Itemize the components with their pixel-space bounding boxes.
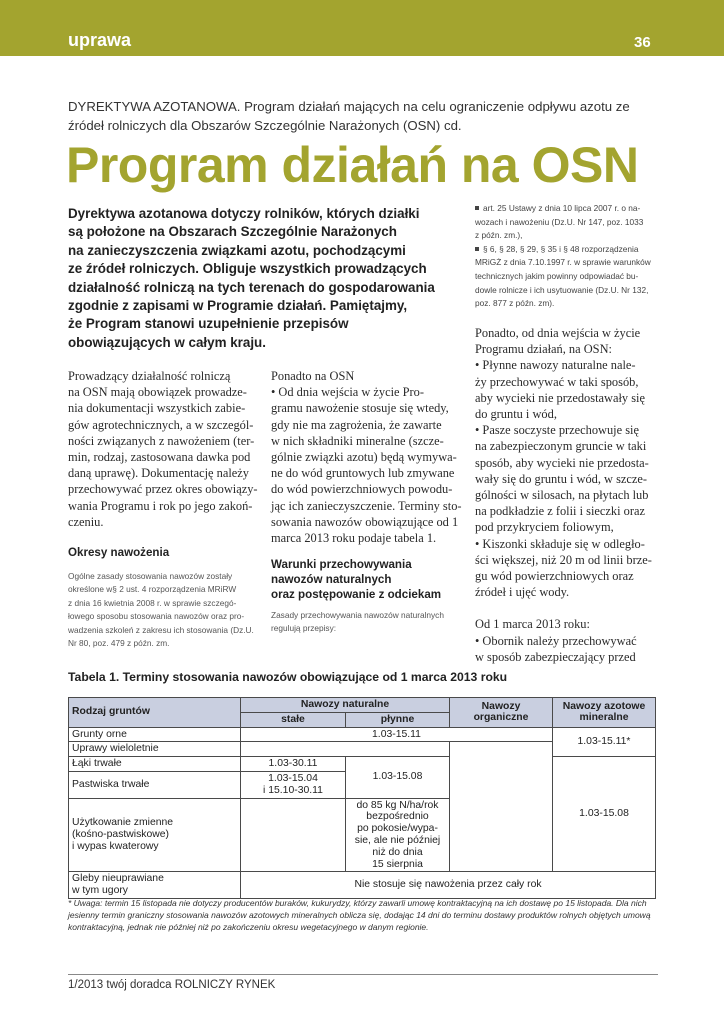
body-line: źródeł i ujęć wody. [475, 585, 570, 600]
body-line [475, 600, 661, 616]
body-line: w sposób zabezpieczający przed [475, 649, 636, 664]
value-cell: 1.03-15.11* [553, 727, 656, 757]
lead-paragraph [68, 205, 463, 352]
bullet-square-icon [475, 206, 479, 210]
page-title: Program działań na OSN [66, 137, 639, 193]
body-line: • Obornik należy przechowywać [475, 633, 637, 648]
lead-line: są położone na Obszarach Szczególnie Narażonych [68, 224, 397, 240]
page-number: 36 [634, 34, 651, 51]
ref-line: § 6, § 28, § 29, § 35 i § 48 rozporządzenia [475, 243, 661, 257]
body-line: sposób, aby wycieki nie przedosta- [475, 455, 649, 470]
ref-line: dowle rolnicze i ich usytuowanie (Dz.U. Nr 132, [475, 284, 649, 295]
header-solid: stałe [241, 712, 346, 727]
ref-line: technicznych jakim powinny odpowiadać bu- [475, 270, 639, 281]
table-title: Tabela 1. Terminy stosowania nawozów obowiązujące od 1 marca 2013 roku [68, 670, 508, 684]
ref-line: z późn. zm.), [475, 230, 523, 241]
body-line: aby wycieki nie przedostawały się [475, 390, 645, 405]
header-mineral-fertilizers: Nawozy azotowe mineralne [553, 698, 656, 728]
table-row [69, 872, 656, 899]
body-line: gólnie związki azotu) będą wymywa- [271, 450, 457, 465]
body-line: do wód powierzchniowych powodu- [271, 482, 453, 497]
note-line: z dnia 16 kwietnia 2008 r. w sprawie szczegó- [68, 597, 237, 608]
note-line: łowego sposobu stosowania nawozów oraz pro- [68, 611, 245, 622]
heading-storage-conditions: Warunki przechowywania nawozów naturalnych oraz postępowanie z odciekam [271, 558, 442, 601]
header-liquid: płynne [346, 712, 450, 727]
body-line: sowania nawozów obowiązujące od 1 [271, 514, 459, 529]
body-line: Ponadto, od dnia wejścia w życie [475, 326, 641, 340]
value-cell: 1.03-15.08 [346, 757, 450, 798]
note-line: Ogólne zasady stosowania nawozów zostały [68, 571, 233, 581]
body-line: Ponadto na OSN [271, 369, 355, 383]
body-line: czeniu. [68, 514, 104, 529]
body-line: marca 2013 roku podaje tabela 1. [271, 531, 437, 546]
body-line: przechowywać przez okres obowiązy- [68, 482, 258, 497]
body-line: min, rodzaj, zastosowana dawka pod [68, 450, 251, 465]
body-line: w nich składniki mineralne (szcze- [271, 433, 444, 448]
value-cell: 1.03-30.11 [241, 757, 346, 772]
soil-cell: Gleby nieuprawiane w tym ugory [69, 872, 241, 899]
bullet-square-icon [475, 247, 479, 251]
body-line: Prowadzący działalność rolniczą [68, 369, 231, 383]
note-line: określone w§ 2 ust. 4 rozporządzenia MRiRW [68, 584, 237, 595]
body-line: ży przechowywać w taki sposób, [475, 374, 639, 389]
ref-line: MRiGŻ z dnia 7.10.1997 r. w sprawie warunków [475, 257, 651, 268]
header-natural-fertilizers: Nawozy naturalne [241, 698, 450, 713]
footer-text: 1/2013 twój doradca ROLNICZY RYNEK [68, 979, 276, 991]
note-line: Zasady przechowywania nawozów naturalnych [271, 610, 444, 620]
body-line: Od 1 marca 2013 roku: [475, 617, 590, 632]
body-line: gów agrotechnicznych, a w szczegól- [68, 417, 254, 432]
lead-line: na zanieczyszczenia związkami azotu, pochodzącymi [68, 242, 406, 258]
ref-line: art. 25 Ustawy z dnia 10 lipca 2007 r. o na- [475, 202, 661, 216]
body-line: wania Programu i rok po jego zakoń- [68, 498, 253, 513]
table-row [69, 757, 656, 772]
value-cell: do 85 kg N/ha/rok bezpośrednio po pokosie/wypa- sie, ale nie później niż do dnia 15 sierpnia [346, 798, 450, 872]
empty-cell [241, 742, 450, 757]
header-organic-fertilizers: Nawozy organiczne [450, 698, 553, 728]
body-line: ności związanych z nawożeniem (ter- [68, 433, 255, 448]
footer-divider [68, 974, 658, 975]
body-line: nia dokumentacji wszystkich zabie- [68, 401, 246, 416]
soil-cell: Uprawy wieloletnie [69, 742, 241, 757]
column-1-body [68, 368, 258, 530]
legal-references [475, 202, 661, 311]
body-line: gdy nie ma zagrożenia, że zawarte [271, 417, 442, 432]
column-3-body [475, 325, 661, 665]
soil-cell: Grunty orne [69, 727, 241, 742]
table-header-row [69, 698, 656, 713]
section-label: uprawa [68, 30, 132, 50]
body-line: wały się do gruntu i wód, w szcze- [475, 471, 648, 486]
lead-line: zgodnie z zapisami w Programie działań. Pamiętajmy, [68, 298, 408, 314]
note-line: Nr 80, poz. 479 z późn. zm. [68, 638, 170, 649]
lead-line: Dyrektywa azotanowa dotyczy rolników, których działki [68, 206, 420, 221]
ref-line: wozach i nawożeniu (Dz.U. Nr 147, poz. 1033 [475, 216, 644, 227]
body-line: gólności w silosach, na płytach lub [475, 488, 649, 503]
column-2-body [271, 368, 462, 546]
empty-cell [241, 798, 346, 872]
body-line: Programu działań, na OSN: [475, 342, 612, 357]
table-row [69, 727, 656, 742]
header-soil-type: Rodzaj gruntów [69, 698, 241, 728]
column-1-note [68, 570, 254, 650]
empty-cell [450, 742, 553, 872]
value-cell: 1.03-15.08 [553, 757, 656, 872]
soil-cell: Łąki trwałe [69, 757, 241, 772]
note-line: regulują przepisy: [271, 623, 337, 634]
lead-line: że Program stanowi uzupełnienie przepisów [68, 316, 349, 332]
value-cell: 1.03-15.04 i 15.10-30.11 [241, 771, 346, 798]
body-line: na zabezpieczonym gruncie w taki [475, 439, 647, 454]
body-line: • Od dnia wejścia w życie Pro- [271, 385, 424, 400]
heading-fertilization-periods: Okresy nawożenia [68, 546, 170, 559]
lead-line: obowiązujących w całym kraju. [68, 334, 266, 350]
body-line: jąc ich zanieczyszczenie. Terminy sto- [271, 498, 462, 513]
intro-text: DYREKTYWA AZOTANOWA. Program działań mających na celu ograniczenie odpływu azotu ze źródeł rolniczych dla Obszarów Szczególnie Narażonych (OSN) cd. [68, 99, 630, 133]
value-cell: 1.03-15.11 [241, 727, 553, 742]
body-line: ne do wód gruntowych lub zmywane [271, 466, 455, 481]
body-line: gramu nawożenie stosuje się wtedy, [271, 401, 449, 416]
lead-line: ze źródeł rolniczych. Obliguje wszystkich prowadzących [68, 261, 427, 277]
body-line: do gruntu i wód, [475, 407, 557, 422]
body-line: na podkładzie z folii i sieczki oraz [475, 504, 645, 519]
body-line: na OSN mają obowiązek prowadze- [68, 385, 247, 400]
ref-line: poz. 877 z późn. zm). [475, 298, 555, 309]
body-line: • Pasze soczyste przechowuje się [475, 423, 639, 438]
soil-cell: Pastwiska trwałe [69, 771, 241, 798]
body-line: ści większej, niż 20 m od linii brze- [475, 552, 652, 567]
body-line: pod przykryciem foliowym, [475, 520, 614, 535]
fertilization-terms-table [68, 697, 656, 899]
value-cell: Nie stosuje się nawożenia przez cały rok [241, 872, 656, 899]
soil-cell: Użytkowanie zmienne (kośno-pastwiskowe) i wypas kwaterowy [69, 798, 241, 872]
body-line: • Płynne nawozy naturalne nale- [475, 358, 636, 373]
body-line: gu wód powierzchniowych oraz [475, 569, 634, 584]
column-2-note [271, 609, 444, 636]
note-line: wadzenia szkoleń z zakresu ich stosowania (Dz.U. [68, 624, 254, 635]
body-line: daną uprawę). Dokumentację należy [68, 466, 249, 481]
table-footnote: * Uwaga: termin 15 listopada nie dotyczy producentów buraków, kukurydzy, którzy zawarli umowę kontraktacyjną na ich dostawę po 15 listopada. Dla nich jesienny termin graniczny stosowania nawozów azotowych mineralnych oblicza się, dodając 14 dni do terminu dostawy produktów rolnych objętych umową kontraktacyjną, jednak nie później niż po zakończeniu okresu wegetacyjnego w danym regionie. [68, 898, 651, 932]
lead-line: działalność rolniczą na tych terenach do gospodarowania [68, 279, 435, 295]
body-line: • Kiszonki składuje się w odległo- [475, 536, 645, 551]
